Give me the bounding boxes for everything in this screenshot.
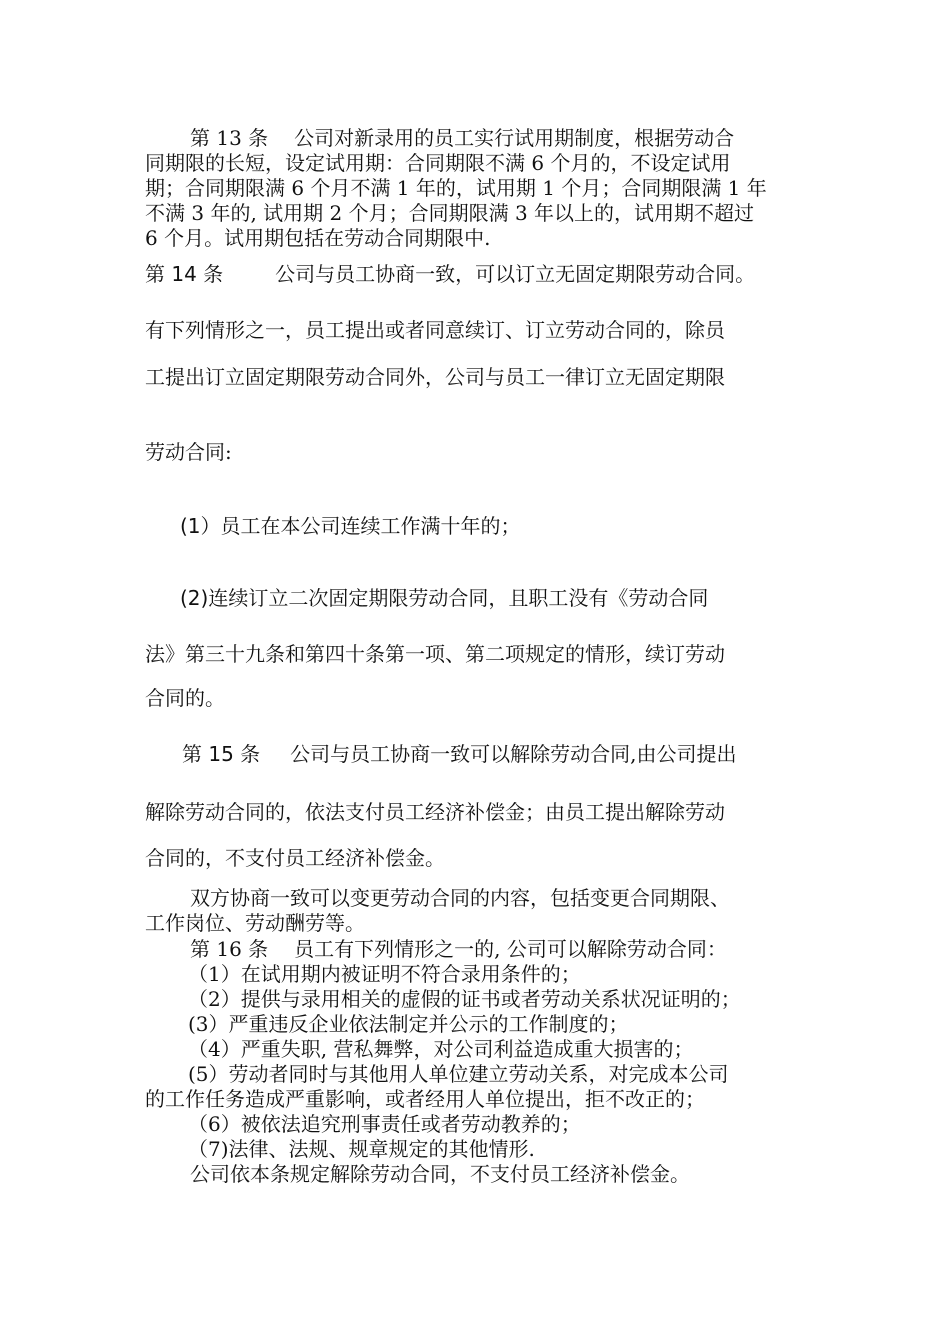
article-16-item-5-line-1: (5）劳动者同时与其他用人单位建立劳动关系，对完成本公司 (188, 1062, 729, 1086)
article-16-item-2: （2）提供与录用相关的虚假的证书或者劳动关系状况证明的； (188, 987, 741, 1011)
article-16-closing: 公司依本条规定解除劳动合同，不支付员工经济补偿金。 (190, 1162, 690, 1186)
article-14-item-1: (1）员工在本公司连续工作满十年的； (180, 514, 521, 538)
article-16-item-1: （1）在试用期内被证明不符合录用条件的； (188, 962, 581, 986)
article-15-line-4: 双方协商一致可以变更劳动合同的内容，包括变更合同期限、 (190, 886, 730, 910)
article-16-number: 第 16 条 (190, 937, 269, 961)
article-13-line-4: 不满 3 年的, 试用期 2 个月；合同期限满 3 年以上的，试用期不超过 (145, 201, 755, 225)
article-14-line-2: 有下列情形之一，员工提出或者同意续订、订立劳动合同的，除员 (145, 318, 725, 342)
article-14-item-2-line-1: (2)连续订立二次固定期限劳动合同，且职工没有《劳动合同 (180, 586, 709, 610)
article-16-item-6: （6）被依法追究刑事责任或者劳动教养的； (188, 1112, 581, 1136)
article-14-line-4: 劳动合同: (145, 440, 232, 464)
article-15-text: 公司与员工协商一致可以解除劳动合同,由公司提出 (290, 742, 737, 766)
article-15-line-2: 解除劳动合同的，依法支付员工经济补偿金；由员工提出解除劳动 (145, 800, 725, 824)
article-14-item-2-line-2: 法》第三十九条和第四十条第一项、第二项规定的情形，续订劳动 (145, 642, 725, 666)
article-13-heading-line (190, 126, 734, 150)
article-15-line-5: 工作岗位、劳动酬劳等。 (145, 911, 365, 935)
article-14-heading-line (145, 262, 755, 286)
article-16-item-3: (3）严重违反企业依法制定并公示的工作制度的； (188, 1012, 629, 1036)
article-15-heading-line (182, 742, 737, 766)
article-16-item-4: （4）严重失职, 营私舞弊，对公司利益造成重大损害的； (188, 1037, 694, 1061)
article-16-item-5-line-2: 的工作任务造成严重影响，或者经用人单位提出，拒不改正的； (145, 1087, 705, 1111)
article-15-line-3: 合同的，不支付员工经济补偿金。 (145, 846, 445, 870)
article-15-number: 第 15 条 (182, 742, 261, 766)
article-13-text: 公司对新录用的员工实行试用期制度，根据劳动合 (294, 126, 735, 150)
article-14-line-3: 工提出订立固定期限劳动合同外，公司与员工一律订立无固定期限 (145, 365, 725, 389)
article-13-line-3: 期；合同期限满 6 个月不满 1 年的，试用期 1 个月；合同期限满 1 年 (145, 176, 767, 200)
article-13-line-2: 同期限的长短，设定试用期：合同期限不满 6 个月的，不设定试用 (145, 151, 731, 175)
article-13-number: 第 13 条 (190, 126, 269, 150)
article-14-text: 公司与员工协商一致，可以订立无固定期限劳动合同。 (275, 262, 756, 286)
article-14-item-2-line-3: 合同的。 (145, 686, 225, 710)
article-13-line-5: 6 个月。试用期包括在劳动合同期限中. (145, 226, 491, 250)
article-14-number: 第 14 条 (145, 262, 224, 286)
article-16-heading-line (190, 937, 727, 961)
article-16-text: 员工有下列情形之一的, 公司可以解除劳动合同： (294, 937, 727, 961)
article-16-item-7: （7)法律、法规、规章规定的其他情形. (188, 1137, 535, 1161)
